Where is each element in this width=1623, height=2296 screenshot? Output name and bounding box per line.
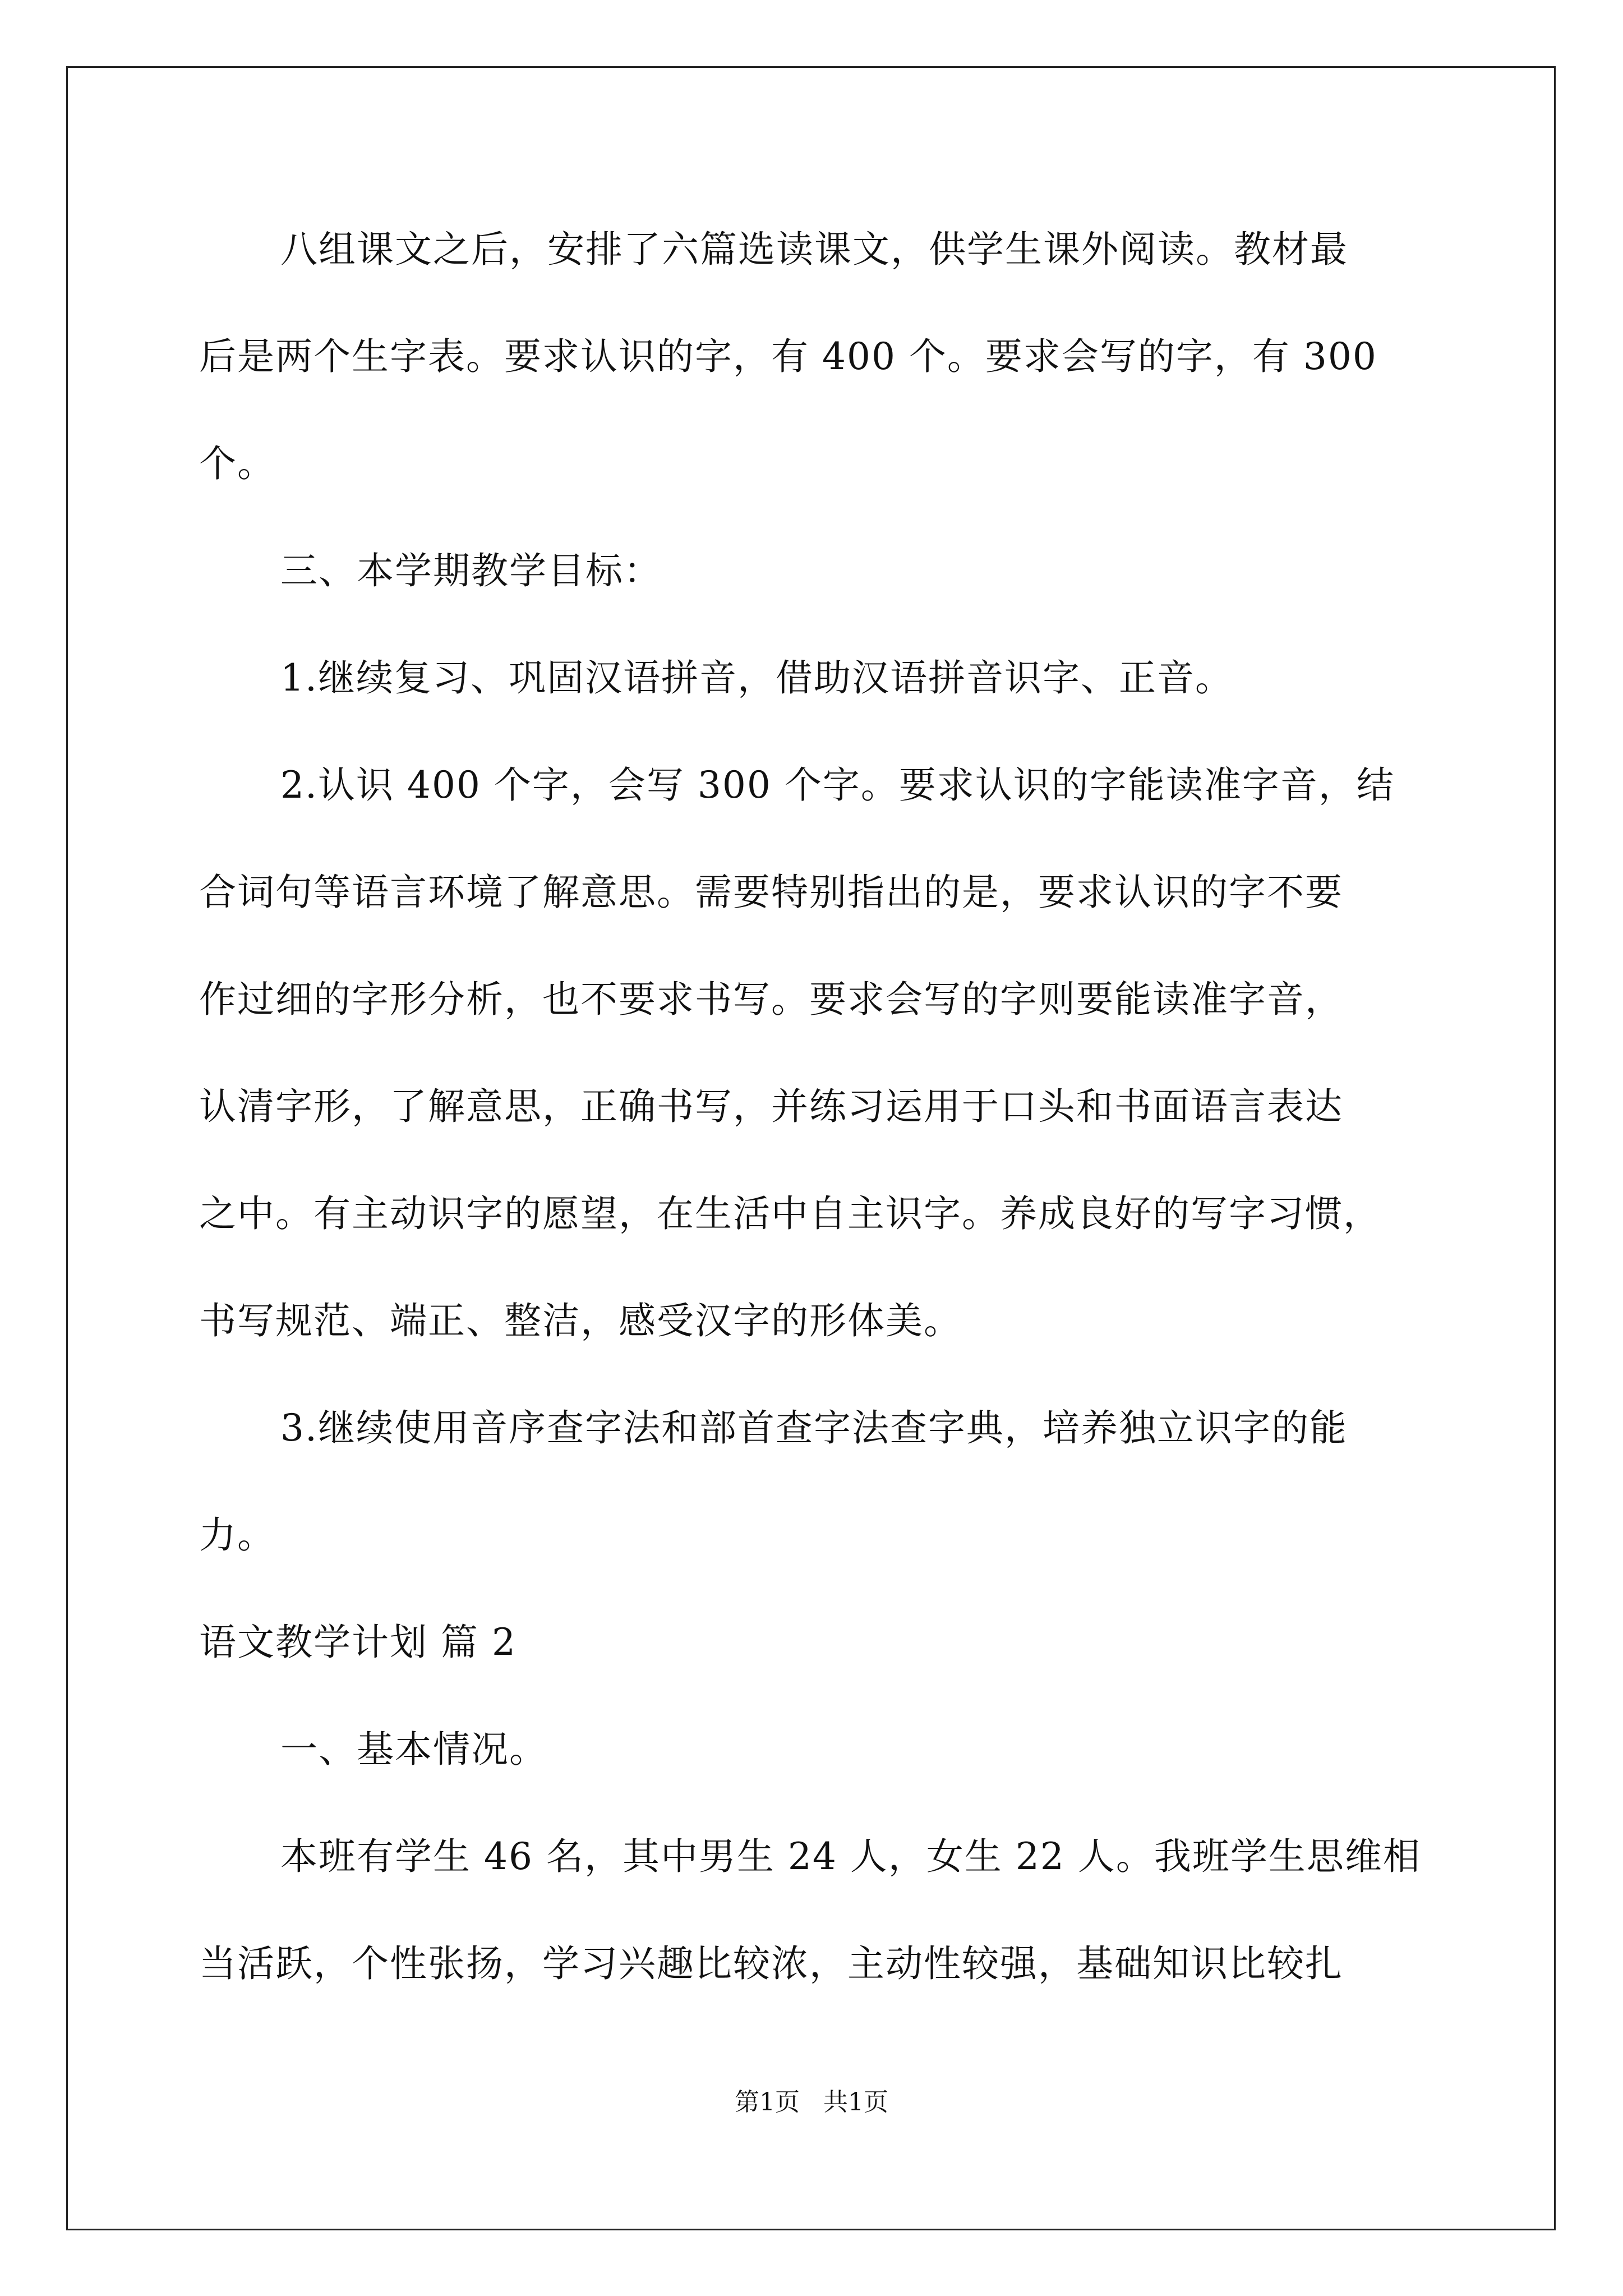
section-heading: 一、基本情况。 — [280, 1728, 547, 1771]
list-item: 3.继续使用音序查字法和部首查字法查字典，培养独立识字的能 — [280, 1406, 1348, 1450]
list-item: 2.认识 400 个字，会写 300 个字。要求认识的字能读准字音，结 — [280, 763, 1395, 807]
list-item: 1.继续复习、巩固汉语拼音，借助汉语拼音识字、正音。 — [280, 656, 1233, 700]
text-line: 作过细的字形分析，也不要求书写。要求会写的字则要能读准字音， — [199, 978, 1343, 1021]
text-line: 八组课文之后，安排了六篇选读课文，供学生课外阅读。教材最 — [280, 228, 1348, 271]
text-line: 书写规范、端正、整洁，感受汉字的形体美。 — [199, 1299, 962, 1342]
text-line: 之中。有主动识字的愿望，在生活中自主识字。养成良好的写字习惯， — [199, 1192, 1381, 1235]
text-line: 后是两个生字表。要求认识的字，有 400 个。要求会写的字，有 300 — [199, 335, 1377, 378]
text-line: 认清字形，了解意思，正确书写，并练习运用于口头和书面语言表达 — [199, 1085, 1343, 1128]
page-footer: 第1页 共1页 — [735, 2088, 888, 2116]
text-line: 当活跃，个性张扬，学习兴趣比较浓，主动性较强，基础知识比较扎 — [199, 1942, 1343, 1985]
text-line: 力。 — [199, 1513, 275, 1557]
text-line: 合词句等语言环境了解意思。需要特别指出的是，要求认识的字不要 — [199, 871, 1343, 914]
text-line: 本班有学生 46 名，其中男生 24 人，女生 22 人。我班学生思维相 — [280, 1835, 1421, 1878]
text-line: 个。 — [199, 442, 275, 485]
section-heading: 三、本学期教学目标： — [280, 549, 662, 592]
page-frame — [66, 66, 1556, 2230]
document-subtitle: 语文教学计划 篇 2 — [199, 1621, 517, 1664]
